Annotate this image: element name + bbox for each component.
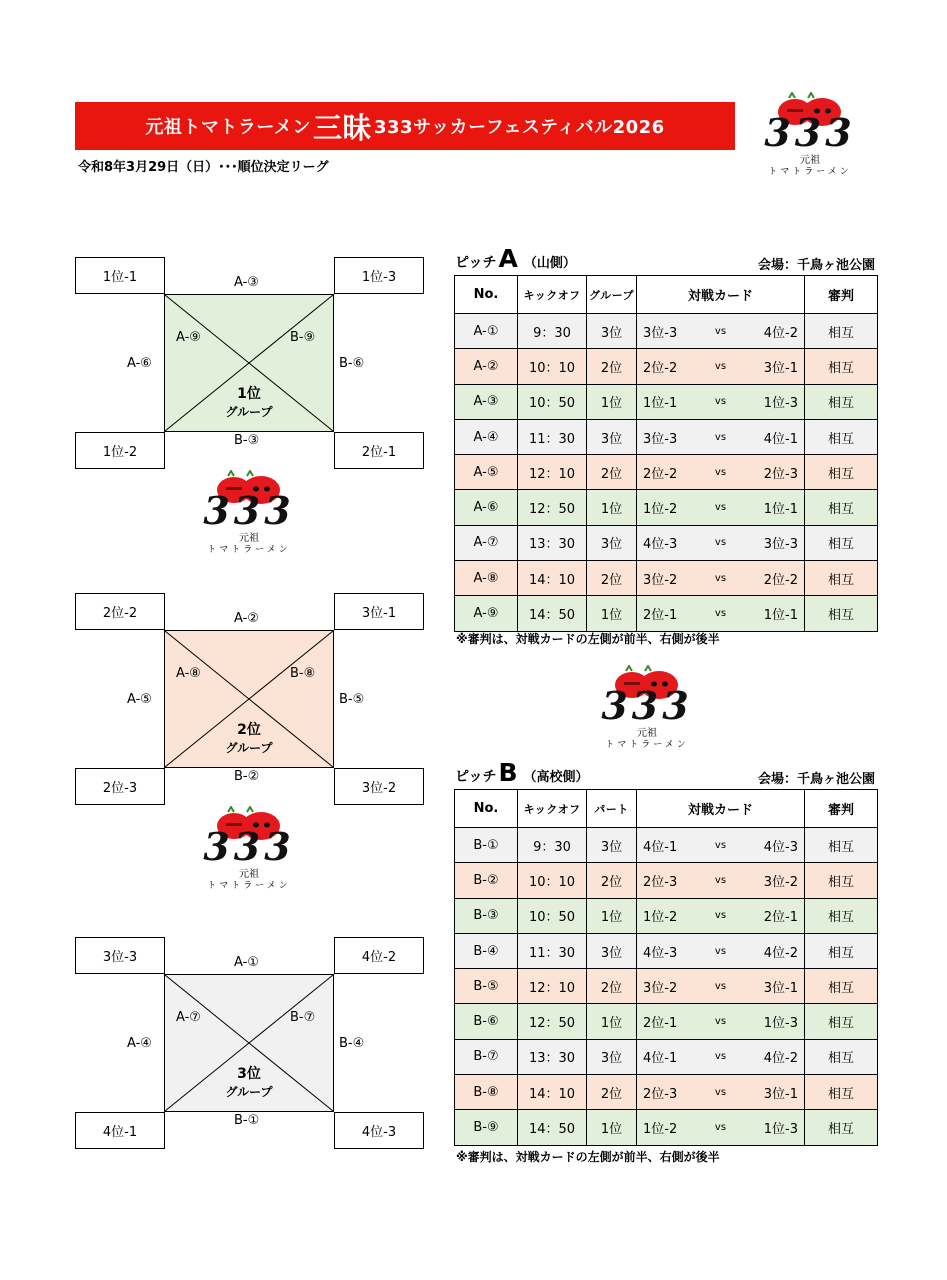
- table-row: [455, 1004, 878, 1039]
- match-no: B-①: [455, 828, 518, 863]
- group-rank: 3位: [237, 1066, 261, 1082]
- table-row: [455, 455, 878, 490]
- home-team: 2位-3: [643, 874, 678, 890]
- diag-right-label: B-⑨: [290, 330, 316, 345]
- match-no: A-③: [455, 384, 518, 419]
- referee-note: ※審判は、対戦カードの左側が前半、右側が後半: [456, 632, 720, 646]
- vs-label: vs: [714, 396, 727, 408]
- match-group: 3位: [587, 314, 637, 349]
- kickoff-time: 10：10: [518, 349, 587, 384]
- corner-seed: 1位-1: [75, 257, 165, 294]
- match-no: A-④: [455, 419, 518, 454]
- vs-label: vs: [714, 1086, 727, 1098]
- table-row: [455, 933, 878, 968]
- logo-digits: 333: [203, 824, 295, 869]
- home-team: 3位-2: [643, 980, 678, 996]
- pitch-side: （山側）: [523, 256, 576, 271]
- referee: 相互: [805, 1004, 878, 1039]
- kickoff-time: 14：10: [518, 1075, 587, 1110]
- match-group: 2位: [587, 863, 637, 898]
- kickoff-time: 12：50: [518, 1004, 587, 1039]
- kickoff-time: 11：30: [518, 419, 587, 454]
- away-team: 2位-1: [763, 910, 798, 926]
- referee-note: ※審判は、対戦カードの左側が前半、右側が後半: [456, 1150, 720, 1164]
- kickoff-time: 9：30: [518, 314, 587, 349]
- diag-right-label: B-⑦: [290, 1010, 316, 1025]
- home-team: 3位-3: [643, 431, 678, 447]
- match-group: 2位: [587, 455, 637, 490]
- kickoff-time: 12：10: [518, 969, 587, 1004]
- logo-katakana: トマトラーメン: [207, 545, 291, 555]
- vs-label: vs: [714, 980, 727, 992]
- venue-label: 会場：千鳥ヶ池公園: [757, 258, 875, 273]
- brand-logo: [194, 470, 304, 555]
- diag-right-label: B-⑧: [290, 666, 316, 681]
- match-card: [637, 561, 805, 596]
- pitch-header: [455, 244, 877, 273]
- home-team: 4位-1: [643, 1051, 678, 1067]
- vs-label: vs: [714, 466, 727, 478]
- match-card: [637, 490, 805, 525]
- kickoff-time: 9：30: [518, 828, 587, 863]
- corner-seed: 4位-1: [75, 1112, 165, 1149]
- corner-seed: 1位-3: [334, 257, 424, 294]
- match-no: B-④: [455, 933, 518, 968]
- match-no: B-⑧: [455, 1075, 518, 1110]
- brand-logo: [592, 665, 702, 750]
- column-header: 審判: [805, 276, 878, 314]
- edge-right-label: B-⑥: [339, 356, 365, 371]
- column-header: パート: [587, 790, 637, 828]
- table-row: [455, 349, 878, 384]
- group-word: グループ: [225, 741, 273, 755]
- away-team: 3位-1: [763, 360, 798, 376]
- referee: 相互: [805, 1039, 878, 1074]
- home-team: 2位-2: [643, 360, 678, 376]
- table-row: [455, 596, 878, 631]
- home-team: 1位-2: [643, 1122, 678, 1138]
- referee: 相互: [805, 898, 878, 933]
- match-group: 1位: [587, 1004, 637, 1039]
- match-group: 1位: [587, 596, 637, 631]
- match-no: A-⑤: [455, 455, 518, 490]
- match-no: A-⑨: [455, 596, 518, 631]
- vs-label: vs: [714, 910, 727, 922]
- table-row: [455, 314, 878, 349]
- vs-label: vs: [714, 839, 727, 851]
- kickoff-time: 10：50: [518, 384, 587, 419]
- match-group: 2位: [587, 349, 637, 384]
- logo-ganso: 元祖: [637, 728, 657, 739]
- match-card: [637, 1039, 805, 1074]
- title-pre: 元祖トマトラーメン: [145, 117, 311, 138]
- match-no: B-⑤: [455, 969, 518, 1004]
- match-group: 2位: [587, 1075, 637, 1110]
- edge-left-label: A-④: [127, 1036, 152, 1051]
- home-team: 2位-1: [643, 608, 678, 624]
- match-no: B-⑥: [455, 1004, 518, 1039]
- referee: 相互: [805, 525, 878, 560]
- away-team: 1位-1: [763, 608, 798, 624]
- referee: 相互: [805, 863, 878, 898]
- home-team: 3位-2: [643, 572, 678, 588]
- away-team: 3位-1: [763, 1086, 798, 1102]
- column-header: 審判: [805, 790, 878, 828]
- referee: 相互: [805, 596, 878, 631]
- match-group: 3位: [587, 525, 637, 560]
- match-group: 1位: [587, 384, 637, 419]
- match-card: [637, 969, 805, 1004]
- table-row: [455, 1075, 878, 1110]
- group-diagram: [75, 257, 430, 467]
- vs-label: vs: [714, 431, 727, 443]
- table-row: [455, 419, 878, 454]
- referee: 相互: [805, 561, 878, 596]
- group-word: グループ: [225, 1085, 273, 1099]
- match-card: [637, 525, 805, 560]
- table-row: [455, 898, 878, 933]
- edge-top-label: A-②: [234, 611, 259, 626]
- edge-left-label: A-⑤: [127, 692, 152, 707]
- pitch-letter: A: [498, 244, 518, 273]
- match-card: [637, 1110, 805, 1145]
- kickoff-time: 13：30: [518, 1039, 587, 1074]
- referee: 相互: [805, 314, 878, 349]
- match-card: [637, 314, 805, 349]
- kickoff-time: 13：30: [518, 525, 587, 560]
- pitch-side: （高校側）: [523, 770, 589, 785]
- table-row: [455, 969, 878, 1004]
- group-center-label: [164, 719, 334, 756]
- logo-katakana: トマトラーメン: [605, 740, 689, 750]
- group-word: グループ: [225, 405, 273, 419]
- match-group: 1位: [587, 898, 637, 933]
- kickoff-time: 12：10: [518, 455, 587, 490]
- vs-label: vs: [714, 1051, 727, 1063]
- away-team: 2位-3: [763, 466, 798, 482]
- pitch-letter: B: [498, 758, 518, 787]
- home-team: 2位-3: [643, 1086, 678, 1102]
- table-row: [455, 384, 878, 419]
- match-no: A-⑧: [455, 561, 518, 596]
- home-team: 2位-1: [643, 1016, 678, 1032]
- away-team: 1位-3: [763, 1016, 798, 1032]
- match-group: 3位: [587, 1039, 637, 1074]
- match-group: 1位: [587, 490, 637, 525]
- vs-label: vs: [714, 945, 727, 957]
- kickoff-time: 10：10: [518, 863, 587, 898]
- pitch-label: ピッチ: [455, 255, 497, 271]
- column-header: 対戦カード: [637, 790, 805, 828]
- match-card: [637, 863, 805, 898]
- home-team: 4位-3: [643, 537, 678, 553]
- kickoff-time: 14：50: [518, 1110, 587, 1145]
- diag-left-label: A-⑧: [176, 666, 201, 681]
- corner-seed: 2位-2: [75, 593, 165, 630]
- logo-digits: 333: [764, 110, 856, 155]
- match-card: [637, 455, 805, 490]
- corner-seed: 2位-3: [75, 768, 165, 805]
- corner-seed: 4位-3: [334, 1112, 424, 1149]
- logo-digits: 333: [601, 683, 693, 728]
- table-header: [455, 790, 878, 828]
- home-team: 4位-3: [643, 945, 678, 961]
- column-header: キックオフ: [518, 790, 587, 828]
- corner-seed: 2位-1: [334, 432, 424, 469]
- logo-ganso: 元祖: [800, 155, 820, 166]
- away-team: 3位-1: [763, 980, 798, 996]
- table-row: [455, 490, 878, 525]
- corner-seed: 4位-2: [334, 937, 424, 974]
- home-team: 1位-1: [643, 396, 678, 412]
- schedule-table: [454, 789, 878, 1146]
- group-rank: 1位: [237, 386, 261, 402]
- match-group: 1位: [587, 1110, 637, 1145]
- vs-label: vs: [714, 1122, 727, 1134]
- title-banner: [75, 102, 735, 150]
- edge-bottom-label: B-①: [234, 1113, 260, 1128]
- referee: 相互: [805, 455, 878, 490]
- match-card: [637, 898, 805, 933]
- match-card: [637, 1004, 805, 1039]
- match-group: 2位: [587, 969, 637, 1004]
- referee: 相互: [805, 349, 878, 384]
- edge-right-label: B-④: [339, 1036, 365, 1051]
- group-center-label: [164, 1063, 334, 1100]
- vs-label: vs: [714, 537, 727, 549]
- referee: 相互: [805, 1110, 878, 1145]
- diag-left-label: A-⑨: [176, 330, 201, 345]
- match-card: [637, 933, 805, 968]
- schedule-table: [454, 275, 878, 632]
- away-team: 3位-2: [763, 874, 798, 890]
- match-no: A-①: [455, 314, 518, 349]
- pitch-header: [455, 758, 877, 787]
- group-center-label: [164, 383, 334, 420]
- table-row: [455, 1039, 878, 1074]
- corner-seed: 1位-2: [75, 432, 165, 469]
- logo-digits: 333: [203, 488, 295, 533]
- home-team: 2位-2: [643, 466, 678, 482]
- home-team: 4位-1: [643, 839, 678, 855]
- referee: 相互: [805, 969, 878, 1004]
- brand-logo: [194, 806, 304, 891]
- match-no: B-⑦: [455, 1039, 518, 1074]
- away-team: 1位-3: [763, 1122, 798, 1138]
- home-team: 1位-2: [643, 910, 678, 926]
- kickoff-time: 11：30: [518, 933, 587, 968]
- table-row: [455, 863, 878, 898]
- match-group: 2位: [587, 561, 637, 596]
- title-post: 333サッカーフェスティバル2026: [373, 117, 665, 138]
- vs-label: vs: [714, 608, 727, 620]
- group-diagram: [75, 593, 430, 803]
- edge-top-label: A-①: [234, 955, 259, 970]
- kickoff-time: 10：50: [518, 898, 587, 933]
- referee: 相互: [805, 384, 878, 419]
- away-team: 4位-1: [763, 431, 798, 447]
- edge-bottom-label: B-③: [234, 433, 260, 448]
- venue-label: 会場：千鳥ヶ池公園: [757, 772, 875, 787]
- away-team: 2位-2: [763, 572, 798, 588]
- vs-label: vs: [714, 325, 727, 337]
- away-team: 1位-3: [763, 396, 798, 412]
- vs-label: vs: [714, 572, 727, 584]
- brand-logo: [755, 92, 865, 177]
- away-team: 4位-3: [763, 839, 798, 855]
- match-card: [637, 384, 805, 419]
- vs-label: vs: [714, 874, 727, 886]
- column-header: No.: [455, 790, 518, 828]
- match-group: 3位: [587, 933, 637, 968]
- kickoff-time: 12：50: [518, 490, 587, 525]
- match-no: A-②: [455, 349, 518, 384]
- vs-label: vs: [714, 360, 727, 372]
- table-header: [455, 276, 878, 314]
- kickoff-time: 14：50: [518, 596, 587, 631]
- away-team: 1位-1: [763, 502, 798, 518]
- table-row: [455, 1110, 878, 1145]
- match-no: B-⑨: [455, 1110, 518, 1145]
- edge-top-label: A-③: [234, 275, 259, 290]
- match-no: B-③: [455, 898, 518, 933]
- away-team: 4位-2: [763, 325, 798, 341]
- match-no: A-⑥: [455, 490, 518, 525]
- subtitle-date: 令和8年3月29日（日）･･･順位決定リーグ: [78, 160, 329, 175]
- away-team: 4位-2: [763, 1051, 798, 1067]
- match-card: [637, 828, 805, 863]
- home-team: 1位-2: [643, 502, 678, 518]
- away-team: 4位-2: [763, 945, 798, 961]
- match-card: [637, 349, 805, 384]
- match-card: [637, 419, 805, 454]
- column-header: 対戦カード: [637, 276, 805, 314]
- corner-seed: 3位-3: [75, 937, 165, 974]
- referee: 相互: [805, 1075, 878, 1110]
- column-header: キックオフ: [518, 276, 587, 314]
- referee: 相互: [805, 490, 878, 525]
- match-group: 3位: [587, 419, 637, 454]
- edge-bottom-label: B-②: [234, 769, 260, 784]
- vs-label: vs: [714, 1016, 727, 1028]
- group-rank: 2位: [237, 722, 261, 738]
- logo-katakana: トマトラーメン: [207, 881, 291, 891]
- logo-ganso: 元祖: [239, 533, 259, 544]
- pitch-label: ピッチ: [455, 769, 497, 785]
- edge-left-label: A-⑥: [127, 356, 152, 371]
- column-header: グループ: [587, 276, 637, 314]
- table-row: [455, 525, 878, 560]
- table-row: [455, 828, 878, 863]
- match-group: 3位: [587, 828, 637, 863]
- logo-ganso: 元祖: [239, 869, 259, 880]
- home-team: 3位-3: [643, 325, 678, 341]
- away-team: 3位-3: [763, 537, 798, 553]
- title-big: 三昧: [312, 110, 372, 145]
- corner-seed: 3位-1: [334, 593, 424, 630]
- table-row: [455, 561, 878, 596]
- group-diagram: [75, 937, 430, 1147]
- kickoff-time: 14：10: [518, 561, 587, 596]
- match-card: [637, 596, 805, 631]
- match-no: A-⑦: [455, 525, 518, 560]
- logo-katakana: トマトラーメン: [768, 167, 852, 177]
- match-no: B-②: [455, 863, 518, 898]
- referee: 相互: [805, 828, 878, 863]
- vs-label: vs: [714, 502, 727, 514]
- referee: 相互: [805, 419, 878, 454]
- referee: 相互: [805, 933, 878, 968]
- match-card: [637, 1075, 805, 1110]
- column-header: No.: [455, 276, 518, 314]
- edge-right-label: B-⑤: [339, 692, 365, 707]
- corner-seed: 3位-2: [334, 768, 424, 805]
- diag-left-label: A-⑦: [176, 1010, 201, 1025]
